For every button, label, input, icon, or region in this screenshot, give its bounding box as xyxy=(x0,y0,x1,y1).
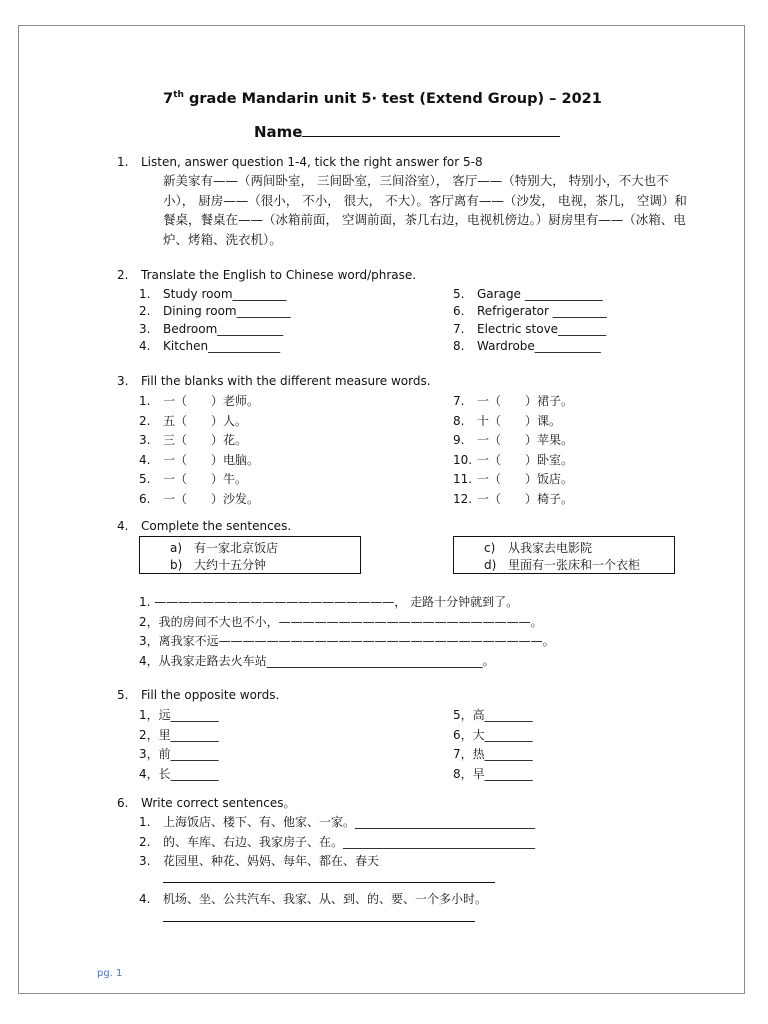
list-item: 8，早________ xyxy=(453,767,533,781)
section-1-heading: 1. Listen, answer question 1-4, tick the right answer for 5-8 xyxy=(117,155,483,169)
answer-box-right xyxy=(453,536,675,574)
box-item: d) 里面有一张床和一个衣柜 xyxy=(484,558,641,572)
list-item: 5，高________ xyxy=(453,708,533,722)
list-item: 1. 上海饭店、楼下、有、他家、一家。______________________________ xyxy=(139,815,536,829)
sentence-item: 2，我的房间不大也不小，—————————————————————。 xyxy=(139,615,543,629)
name-blank-line[interactable] xyxy=(302,124,560,137)
list-item: 3. 三（ ）花。 xyxy=(139,433,248,447)
list-item: 2. 五（ ）人。 xyxy=(139,414,248,428)
list-item: 4. 机场、坐、公共汽车、我家、从、到、的、要、一个多小时。 xyxy=(139,892,488,906)
answer-line[interactable] xyxy=(163,871,495,883)
list-item: 12. 一（ ）椅子。 xyxy=(453,492,574,506)
list-item: 4. 一（ ）电脑。 xyxy=(139,453,260,467)
section-6-heading: 6. Write correct sentences。 xyxy=(117,796,296,810)
list-item: 10. 一（ ）卧室。 xyxy=(453,453,574,467)
sentence-item: 1. ————————————————————， 走路十分钟就到了。 xyxy=(139,595,519,609)
sentence-item: 4，从我家走路去火车站____________________________________。 xyxy=(139,654,495,668)
list-item: 7，热________ xyxy=(453,747,533,761)
list-item: 1. 一（ ）老师。 xyxy=(139,394,260,408)
list-item: 6. 一（ ）沙发。 xyxy=(139,492,260,506)
page-title: 7th grade Mandarin unit 5· test (Extend Group) – 2021 xyxy=(163,90,602,107)
list-item: 8. Wardrobe___________ xyxy=(453,339,601,353)
list-item: 5. Garage _____________ xyxy=(453,287,603,301)
list-item: 3，前________ xyxy=(139,747,219,761)
answer-box-left xyxy=(139,536,361,574)
box-item: b) 大约十五分钟 xyxy=(170,558,267,572)
list-item: 6. Refrigerator _________ xyxy=(453,304,607,318)
section-3-heading: 3. Fill the blanks with the different measure words. xyxy=(117,374,431,388)
box-item: a) 有一家北京饭店 xyxy=(170,541,279,555)
list-item: 9. 一（ ）苹果。 xyxy=(453,433,574,447)
list-item: 6，大________ xyxy=(453,728,533,742)
sentence-item: 3，离我家不远———————————————————————————。 xyxy=(139,634,555,648)
list-item: 4. Kitchen____________ xyxy=(139,339,281,353)
section-2-heading: 2. Translate the English to Chinese word/phrase. xyxy=(117,268,417,282)
page-sheet xyxy=(18,25,745,994)
section-1-paragraph: 新美家有——（两间卧室， 三间卧室，三间浴室）， 客厅——（特别大， 特别小，不大也不小）， 厨房——（很小， 不小， 很大， 不大）。客厅离有——（沙发， 电视，茶几， 空调）和餐桌，餐桌在——（冰箱前面， 空调前面，茶几右边，电视机傍边。）厨房里有——（冰箱、电炉、烤箱、洗衣机）。 xyxy=(163,173,687,247)
list-item: 4，长________ xyxy=(139,767,219,781)
page-number: pg. 1 xyxy=(97,968,123,979)
list-item: 7. 一（ ）裙子。 xyxy=(453,394,574,408)
box-item: c) 从我家去电影院 xyxy=(484,541,593,555)
list-item: 8. 十（ ）课。 xyxy=(453,414,562,428)
list-item: 11. 一（ ）饭店。 xyxy=(453,472,574,486)
list-item: 2. 的、车库、右边、我家房子、在。________________________________ xyxy=(139,835,536,849)
section-4-heading: 4. Complete the sentences. xyxy=(117,519,292,533)
list-item: 1. Study room_________ xyxy=(139,287,287,301)
list-item: 3. Bedroom___________ xyxy=(139,322,284,336)
section-5-heading: 5. Fill the opposite words. xyxy=(117,688,280,702)
list-item: 2. Dining room_________ xyxy=(139,304,291,318)
name-field[interactable]: Name xyxy=(254,123,560,141)
list-item: 5. 一（ ）牛。 xyxy=(139,472,248,486)
list-item: 2，里________ xyxy=(139,728,219,742)
list-item: 3. 花园里、种花、妈妈、每年、都在、春天 xyxy=(139,854,380,868)
answer-line[interactable] xyxy=(163,910,475,922)
list-item: 7. Electric stove________ xyxy=(453,322,607,336)
list-item: 1，远________ xyxy=(139,708,219,722)
